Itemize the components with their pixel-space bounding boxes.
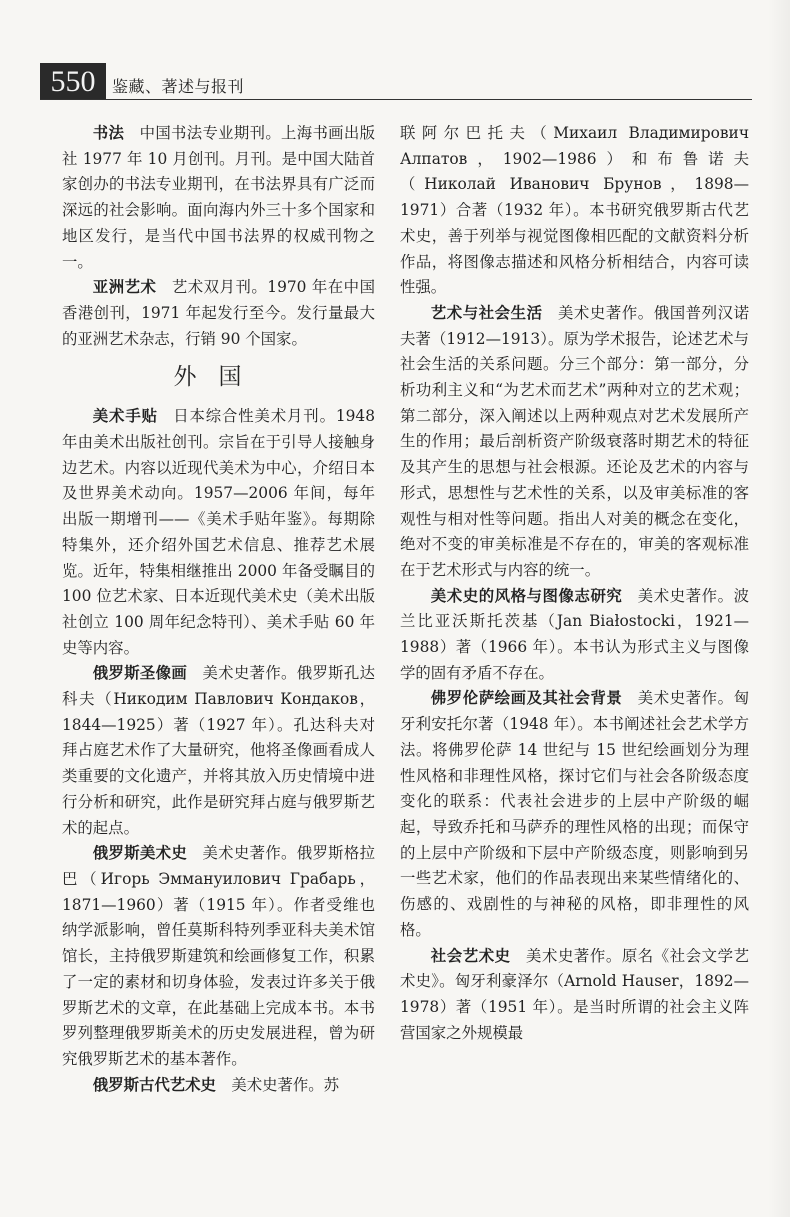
- entry-ancient-russian-art: [62, 1073, 375, 1099]
- entry-text: 艺术双月刊。1970 年在中国香港创刊，1971 年起发行至今。发行量最大的亚洲艺术杂志，行销 90 个国家。: [62, 278, 375, 348]
- page-edge-shadow: [768, 0, 790, 1217]
- entry-text: 美术史著作。原名《社会文学艺术史》。匈牙利豪泽尔（Arnold Hauser，1892—1978）著（1951 年）。是当时所谓的社会主义阵营国家之外规模最: [400, 946, 749, 1042]
- entry-bijutsu-techo: [62, 404, 375, 661]
- entry-term: 佛罗伦萨绘画及其社会背景: [430, 689, 623, 708]
- section-heading-foreign: 外国: [173, 364, 264, 391]
- entry-text: 中国书法专业期刊。上海书画出版社 1977 年 10 月创刊。月刊。是中国大陆首家创办的书法专业期刊，在书法界具有广泛而深远的社会影响。面向海内外三十多个国家和地区发行，是当代中国书法界的权威刊物之一。: [62, 124, 375, 271]
- entry-term: 书法: [92, 124, 125, 142]
- entry-term: 社会艺术史: [430, 946, 511, 965]
- entry-russian-art-history: [62, 841, 375, 1072]
- entry-text: 日本综合性美术月刊。1948 年由美术出版社创刊。宗旨在于引导人接触身边艺术。内容以近现代美术为中心，介绍日本及世界美术动向。1957—2006 年间，每年出版一期增刊——《美术手贴年鉴》。每期除特集外，还介绍外国艺术信息、推荐艺术展览。近年，特集相继推出 2000 年备受瞩目的 100 位艺术家、日本近现代美术史（美术出版社创立 100 周年纪念特刊）、美术手贴 60 年史等内容。: [62, 407, 375, 657]
- entry-social-history-of-art: [400, 944, 749, 1047]
- entry-russian-icons: [62, 661, 375, 841]
- entry-term: 亚洲艺术: [92, 278, 157, 297]
- entry-term: 艺术与社会生活: [430, 303, 543, 322]
- entry-art-and-social-life: [400, 301, 749, 584]
- entry-continuation: 联阿尔巴托夫（Михаил Владимирович Алпатов，1902—1986）和布鲁诺夫（Николай Иванович Брунов，1898—1971）合著（1932 年）。本书研究俄罗斯古代艺术史，善于列举与视觉图像相匹配的文献资料分析作品，将图像志描述和风格分析相结合，内容可读性强。: [400, 124, 749, 297]
- entry-text: 美术史著作。波兰比亚沃斯托茨基（Jan Białostocki，1921—1988）著（1966 年）。本书认为形式主义与图像学的固有矛盾不存在。: [400, 586, 749, 682]
- entry-florentine-painting: [400, 686, 749, 943]
- page-number: 550: [40, 63, 106, 99]
- right-column: [400, 121, 749, 1046]
- left-column: [62, 121, 375, 1098]
- entry-asian-art: [62, 275, 375, 352]
- entry-text: 美术史著作。俄国普列汉诺夫著（1912—1913）。原为学术报告，论述艺术与社会生活的关系问题。分三个部分：第一部分，分析功利主义和“为艺术而艺术”两种对立的艺术观；第二部分，深入阐述以上两种观点对艺术发展所产生的作用；最后剖析资产阶级衰落时期艺术的特征及其产生的思想与社会根源。还论及艺术的内容与形式，思想性与艺术性的关系，以及审美标准的客观性与相对性等问题。指出人对美的概念在变化，绝对不变的审美标准是不存在的，审美的客观标准在于艺术形式与内容的统一。: [400, 303, 749, 579]
- entry-term: 美术手贴: [92, 407, 158, 426]
- entry-term: 俄罗斯古代艺术史: [92, 1075, 216, 1094]
- entry-text: 美术史著作。俄罗斯格拉巴（Игорь Эммануилович Грабарь，1871—1960）著（1915 年）。作者受维也纳学派影响，曾任莫斯科特列季亚科夫美术馆馆长，主持俄罗斯建筑和绘画修复工作，积累了一定的素材和切身体验，发表过许多关于俄罗斯艺术的文章，在此基础上完成本书。本书罗列整理俄罗斯美术的历史发展进程，曾为研究俄罗斯艺术的基本著作。: [62, 844, 375, 1068]
- entry-calligraphy: [62, 121, 375, 275]
- entry-term: 美术史的风格与图像志研究: [430, 586, 623, 605]
- running-title: 鉴藏、著述与报刊: [112, 77, 245, 96]
- entry-term: 俄罗斯美术史: [92, 844, 188, 863]
- entry-text: 美术史著作。俄罗斯孔达科夫（Никодим Павлович Кондаков，1844—1925）著（1927 年）。孔达科夫对拜占庭艺术作了大量研究，他将圣像画看成人类重要的文化遗产，并将其放入历史情境中进行分析和研究，此作是研究拜占庭与俄罗斯艺术的起点。: [62, 664, 375, 837]
- entry-term: 俄罗斯圣像画: [92, 664, 188, 683]
- entry-text: 美术史著作。苏: [231, 1075, 340, 1094]
- page-header: [40, 63, 752, 100]
- entry-style-and-iconography: [400, 584, 749, 687]
- entry-text: 美术史著作。匈牙利安托尔著（1948 年）。本书阐述社会艺术学方法。将佛罗伦萨 14 世纪与 15 世纪绘画划分为理性风格和非理性风格，探讨它们与社会各阶级态度变化的联系：代表社会进步的上层中产阶级的崛起，导致乔托和马萨乔的理性风格的出现；而保守的上层中产阶级和下层中产阶级态度，则影响到另一些艺术家，他们的作品表现出来某些情绪化的、伤感的、戏剧性的与神秘的风格，即非理性的风格。: [400, 689, 749, 939]
